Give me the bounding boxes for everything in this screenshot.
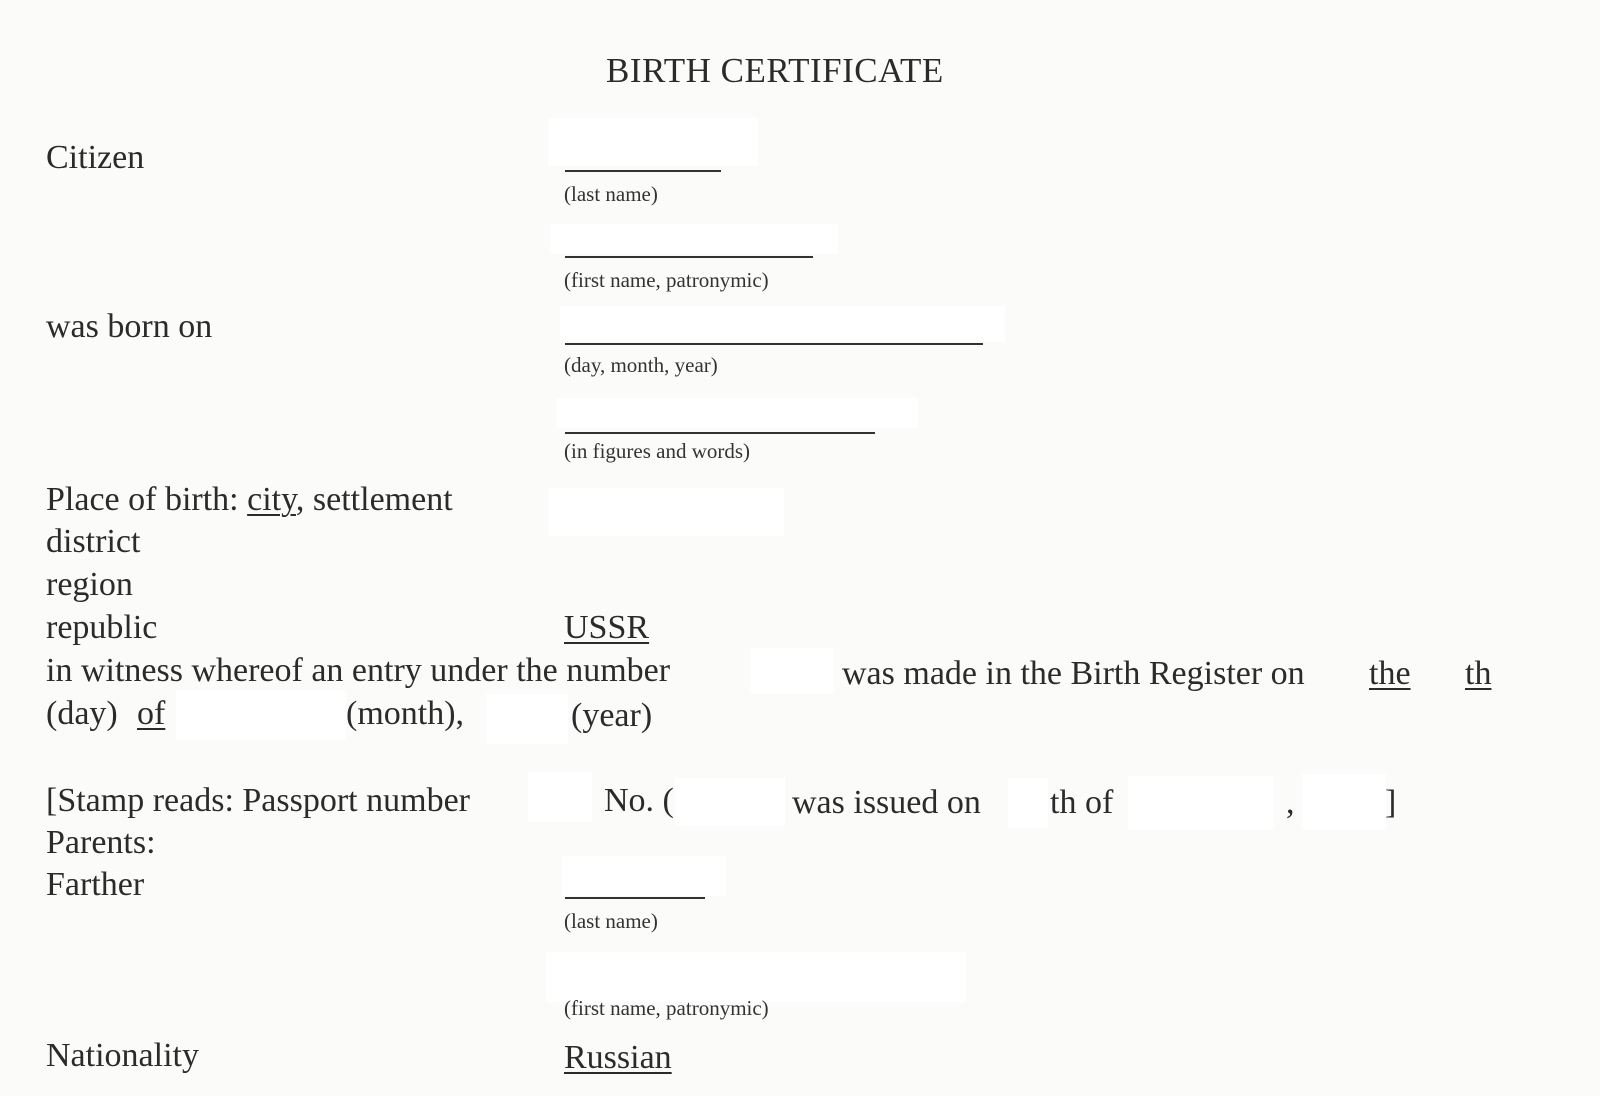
first-name-line — [565, 256, 813, 258]
date-line — [565, 343, 983, 345]
place-rest: , settlement — [295, 481, 453, 518]
father-label: Farther — [46, 866, 145, 903]
stamp-th-of: th of — [1050, 784, 1114, 821]
place-prefix: Place of birth: — [46, 481, 248, 518]
redaction-box — [486, 694, 568, 744]
redaction-box — [675, 778, 785, 826]
redaction-box — [1128, 776, 1274, 830]
redaction-box — [528, 772, 592, 822]
parents-label: Parents: — [46, 824, 156, 861]
month-text: (month), — [346, 695, 465, 732]
region-label: region — [46, 566, 133, 603]
place-of-birth-label — [46, 483, 453, 517]
redaction-box — [548, 488, 784, 536]
nationality-label: Nationality — [46, 1037, 199, 1074]
redaction-box — [750, 648, 834, 694]
last-name-caption: (last name) — [564, 182, 658, 206]
republic-label: republic — [46, 609, 158, 646]
redaction-box — [1302, 774, 1386, 830]
redaction-box — [1008, 778, 1048, 828]
district-label: district — [46, 523, 141, 560]
first-name-caption: (first name, patronymic) — [564, 268, 769, 292]
stamp-comma: , — [1286, 784, 1295, 821]
republic-value: USSR — [564, 609, 650, 646]
place-city: city — [247, 481, 296, 518]
document-title: BIRTH CERTIFICATE — [606, 51, 944, 90]
register-the: the — [1369, 655, 1411, 692]
register-text: was made in the Birth Register on — [842, 655, 1305, 692]
father-first-name-caption: (first name, patronymic) — [564, 996, 769, 1020]
citizen-label: Citizen — [46, 139, 145, 176]
redaction-box — [556, 398, 918, 428]
witness-text: in witness whereof an entry under the number — [46, 652, 671, 689]
figures-words-line — [565, 432, 875, 434]
redaction-box — [560, 306, 1005, 342]
of-text: of — [137, 695, 166, 732]
register-th: th — [1465, 655, 1492, 692]
father-last-name-line — [565, 897, 705, 899]
stamp-no: No. ( — [604, 782, 674, 819]
stamp-issued: was issued on — [792, 784, 981, 821]
redaction-box — [546, 952, 966, 1002]
date-caption: (day, month, year) — [564, 353, 718, 377]
day-text: (day) — [46, 695, 118, 732]
stamp-text: [Stamp reads: Passport number — [46, 782, 470, 819]
born-on-label: was born on — [46, 308, 213, 345]
figures-words-caption: (in figures and words) — [564, 439, 751, 463]
year-text: (year) — [571, 697, 653, 734]
redaction-box — [562, 856, 726, 896]
last-name-line — [565, 170, 721, 172]
redaction-box — [550, 224, 838, 254]
redaction-box — [176, 690, 346, 740]
father-last-name-caption: (last name) — [564, 909, 658, 933]
nationality-value: Russian — [564, 1039, 672, 1076]
redaction-box — [548, 118, 758, 166]
stamp-close: ] — [1385, 784, 1397, 821]
